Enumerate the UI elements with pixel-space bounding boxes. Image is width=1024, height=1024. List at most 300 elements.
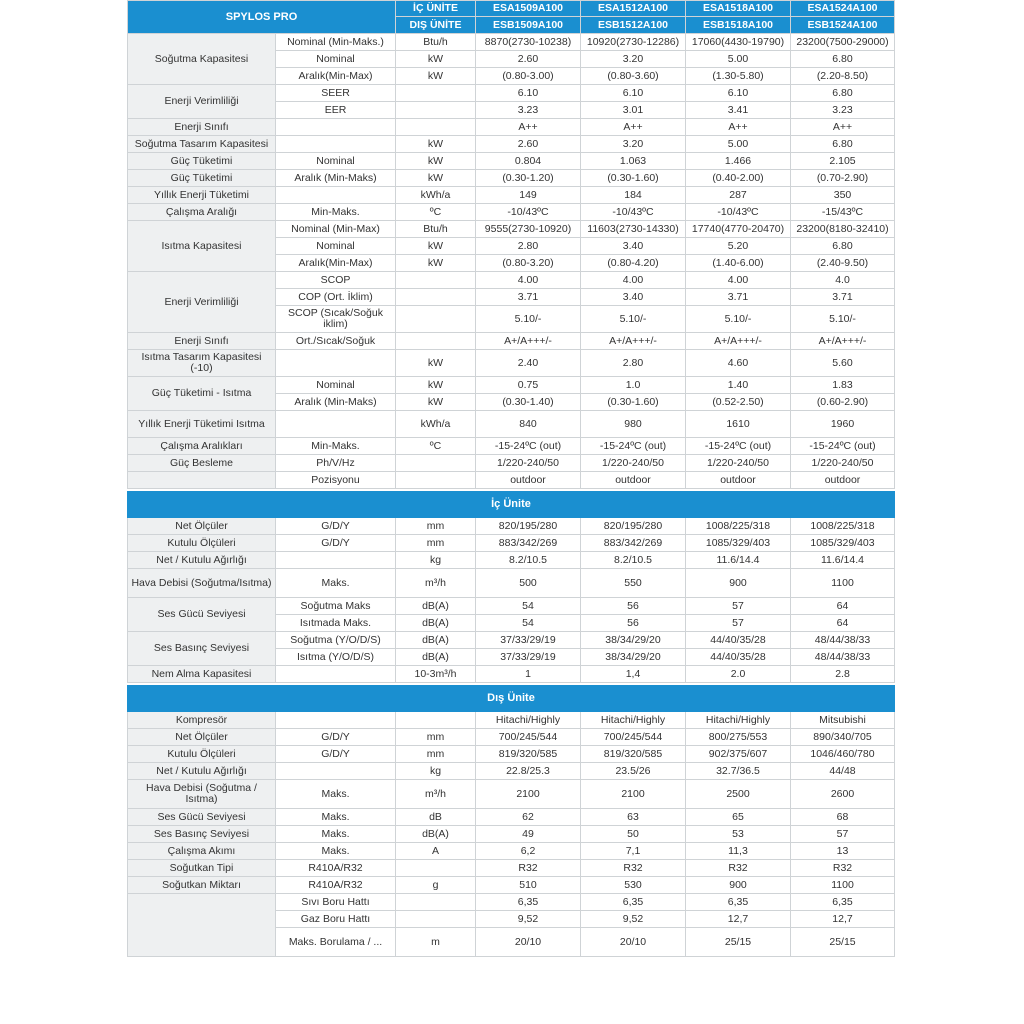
row-value: R32 [581, 860, 686, 877]
row-value: outdoor [791, 472, 895, 489]
row-value: -10/43ºC [581, 204, 686, 221]
row-value: 10920(2730-12286) [581, 34, 686, 51]
table-row [128, 136, 895, 153]
row-label [128, 894, 276, 957]
row-sublabel: Nominal [276, 51, 396, 68]
row-sublabel: SCOP [276, 272, 396, 289]
row-value: 12,7 [686, 911, 791, 928]
row-unit [396, 306, 476, 333]
row-value: (0.30-1.60) [581, 170, 686, 187]
row-value: (0.60-2.90) [791, 394, 895, 411]
row-value: 2.60 [476, 136, 581, 153]
row-unit: kW [396, 68, 476, 85]
row-value: 1/220-240/50 [476, 455, 581, 472]
row-value: 23.5/26 [581, 763, 686, 780]
ic-model-3: ESA1518A100 [686, 1, 791, 17]
row-label: Ses Gücü Seviyesi [128, 809, 276, 826]
row-value: 883/342/269 [476, 535, 581, 552]
row-value: 57 [791, 826, 895, 843]
row-value: 11.6/14.4 [791, 552, 895, 569]
row-unit: 10-3m³/h [396, 666, 476, 683]
row-value: 287 [686, 187, 791, 204]
row-unit: mm [396, 518, 476, 535]
dis-model-4: ESB1524A100 [791, 17, 895, 34]
row-value: 1.063 [581, 153, 686, 170]
row-value: 1.83 [791, 377, 895, 394]
row-value: R32 [476, 860, 581, 877]
table-row [128, 826, 895, 843]
row-unit: kW [396, 153, 476, 170]
table-row [128, 729, 895, 746]
row-value: 820/195/280 [581, 518, 686, 535]
table-row [128, 221, 895, 238]
row-unit: dB [396, 809, 476, 826]
row-label: Hava Debisi (Soğutma / Isıtma) [128, 780, 276, 809]
row-value: 11603(2730-14330) [581, 221, 686, 238]
row-sublabel: R410A/R32 [276, 877, 396, 894]
table-row [128, 877, 895, 894]
row-sublabel: SEER [276, 85, 396, 102]
row-value: 5.00 [686, 51, 791, 68]
row-value: 44/40/35/28 [686, 632, 791, 649]
row-value: 2.0 [686, 666, 791, 683]
row-value: 530 [581, 877, 686, 894]
row-value: A+/A+++/- [791, 333, 895, 350]
ic-model-1: ESA1509A100 [476, 1, 581, 17]
row-value: 1008/225/318 [791, 518, 895, 535]
table-row [128, 119, 895, 136]
row-value: 1.40 [686, 377, 791, 394]
row-label [128, 472, 276, 489]
row-value: 2500 [686, 780, 791, 809]
row-sublabel: Min-Maks. [276, 204, 396, 221]
row-value: 1046/460/780 [791, 746, 895, 763]
row-sublabel: G/D/Y [276, 535, 396, 552]
row-value: (0.80-3.00) [476, 68, 581, 85]
row-value: Hitachi/Highly [476, 712, 581, 729]
row-unit [396, 455, 476, 472]
row-value: 3.20 [581, 136, 686, 153]
spec-table [127, 0, 895, 957]
row-value: (0.80-4.20) [581, 255, 686, 272]
table-row [128, 455, 895, 472]
table-row [128, 333, 895, 350]
row-value: 8.2/10.5 [581, 552, 686, 569]
row-value: 23200(8180-32410) [791, 221, 895, 238]
row-sublabel [276, 350, 396, 377]
row-value: 6,2 [476, 843, 581, 860]
table-row [128, 860, 895, 877]
row-value: -15-24ºC (out) [686, 438, 791, 455]
row-value: 38/34/29/20 [581, 649, 686, 666]
row-value: 5.00 [686, 136, 791, 153]
row-value: 57 [686, 615, 791, 632]
row-value: 700/245/544 [476, 729, 581, 746]
row-sublabel: Nominal (Min-Max) [276, 221, 396, 238]
row-unit [396, 289, 476, 306]
row-value: (0.80-3.20) [476, 255, 581, 272]
row-unit [396, 119, 476, 136]
row-value: 2600 [791, 780, 895, 809]
row-sublabel: Maks. Borulama / ... [276, 928, 396, 957]
row-value: 149 [476, 187, 581, 204]
row-value: A+/A+++/- [686, 333, 791, 350]
row-value: 500 [476, 569, 581, 598]
row-value: 1100 [791, 569, 895, 598]
row-sublabel: Maks. [276, 826, 396, 843]
row-value: 49 [476, 826, 581, 843]
row-unit: ºC [396, 204, 476, 221]
row-value: 902/375/607 [686, 746, 791, 763]
row-value: 68 [791, 809, 895, 826]
row-unit: g [396, 877, 476, 894]
row-value: 6.80 [791, 136, 895, 153]
row-value: A+/A+++/- [476, 333, 581, 350]
row-value: 550 [581, 569, 686, 598]
row-value: 900 [686, 569, 791, 598]
row-sublabel: Maks. [276, 780, 396, 809]
dis-model-2: ESB1512A100 [581, 17, 686, 34]
row-sublabel: Aralık(Min-Max) [276, 255, 396, 272]
row-unit [396, 333, 476, 350]
row-sublabel: Maks. [276, 569, 396, 598]
row-sublabel: Soğutma Maks [276, 598, 396, 615]
row-value: 819/320/585 [581, 746, 686, 763]
table-row [128, 763, 895, 780]
row-unit: kg [396, 552, 476, 569]
row-sublabel: Soğutma (Y/O/D/S) [276, 632, 396, 649]
row-unit: dB(A) [396, 649, 476, 666]
row-label: Ses Gücü Seviyesi [128, 598, 276, 632]
table-row [128, 843, 895, 860]
row-value: (0.70-2.90) [791, 170, 895, 187]
row-label: Kutulu Ölçüleri [128, 535, 276, 552]
row-value: 3.40 [581, 238, 686, 255]
row-value: 22.8/25.3 [476, 763, 581, 780]
row-value: 1960 [791, 411, 895, 438]
table-row [128, 153, 895, 170]
row-value: 13 [791, 843, 895, 860]
row-value: 840 [476, 411, 581, 438]
row-label: Net Ölçüler [128, 518, 276, 535]
row-value: 2100 [581, 780, 686, 809]
row-value: 17740(4770-20470) [686, 221, 791, 238]
row-value: 1/220-240/50 [581, 455, 686, 472]
row-unit: dB(A) [396, 598, 476, 615]
row-value: 883/342/269 [581, 535, 686, 552]
table-row [128, 377, 895, 394]
row-value: 819/320/585 [476, 746, 581, 763]
row-sublabel [276, 763, 396, 780]
section-dis [128, 686, 895, 712]
table-row [128, 535, 895, 552]
row-unit: kW [396, 350, 476, 377]
row-value: 2.105 [791, 153, 895, 170]
row-value: A++ [791, 119, 895, 136]
row-value: -15/43ºC [791, 204, 895, 221]
row-unit: ºC [396, 438, 476, 455]
row-value: 5.60 [791, 350, 895, 377]
row-value: 62 [476, 809, 581, 826]
row-sublabel: Nominal [276, 153, 396, 170]
row-unit: Btu/h [396, 34, 476, 51]
row-value: 6,35 [476, 894, 581, 911]
row-sublabel: Ort./Sıcak/Soğuk [276, 333, 396, 350]
row-unit: m [396, 928, 476, 957]
row-value: 5.10/- [476, 306, 581, 333]
row-label: Enerji Verimliliği [128, 85, 276, 119]
row-value: outdoor [686, 472, 791, 489]
row-unit: m³/h [396, 569, 476, 598]
row-label: Net Ölçüler [128, 729, 276, 746]
row-label: Kompresör [128, 712, 276, 729]
row-value: 2.60 [476, 51, 581, 68]
row-value: 6.80 [791, 51, 895, 68]
row-unit [396, 860, 476, 877]
row-label: Kutulu Ölçüleri [128, 746, 276, 763]
row-label: Güç Tüketimi [128, 170, 276, 187]
row-value: 63 [581, 809, 686, 826]
row-value: 65 [686, 809, 791, 826]
row-value: (0.30-1.20) [476, 170, 581, 187]
dis-model-1: ESB1509A100 [476, 17, 581, 34]
row-unit: kWh/a [396, 411, 476, 438]
row-value: 1 [476, 666, 581, 683]
row-sublabel: G/D/Y [276, 729, 396, 746]
row-sublabel: Min-Maks. [276, 438, 396, 455]
dis-unit-label: DIŞ ÜNİTE [396, 17, 476, 34]
row-value: 6.10 [476, 85, 581, 102]
row-label: Güç Besleme [128, 455, 276, 472]
row-sublabel: COP (Ort. İklim) [276, 289, 396, 306]
row-unit: kW [396, 255, 476, 272]
table-row [128, 187, 895, 204]
row-value: -10/43ºC [476, 204, 581, 221]
dis-model-3: ESB1518A100 [686, 17, 791, 34]
row-value: 38/34/29/20 [581, 632, 686, 649]
row-sublabel: Nominal [276, 238, 396, 255]
row-sublabel: Gaz Boru Hattı [276, 911, 396, 928]
row-value: 900 [686, 877, 791, 894]
table-row [128, 552, 895, 569]
row-unit: mm [396, 535, 476, 552]
row-value: -10/43ºC [686, 204, 791, 221]
row-value: 4.00 [581, 272, 686, 289]
row-value: 4.00 [686, 272, 791, 289]
row-sublabel: G/D/Y [276, 518, 396, 535]
row-value: 44/48 [791, 763, 895, 780]
row-value: 56 [581, 598, 686, 615]
row-sublabel: Nominal [276, 377, 396, 394]
row-unit: kg [396, 763, 476, 780]
row-value: 48/44/38/33 [791, 649, 895, 666]
row-sublabel: EER [276, 102, 396, 119]
row-value: A++ [581, 119, 686, 136]
row-value: -15-24ºC (out) [791, 438, 895, 455]
row-unit: kW [396, 170, 476, 187]
row-value: 3.20 [581, 51, 686, 68]
table-row [128, 438, 895, 455]
row-value: 56 [581, 615, 686, 632]
row-unit: kW [396, 238, 476, 255]
section-ic [128, 492, 895, 518]
row-value: (0.30-1.60) [581, 394, 686, 411]
row-value: 57 [686, 598, 791, 615]
row-value: 1100 [791, 877, 895, 894]
table-row [128, 569, 895, 598]
table-row [128, 894, 895, 911]
row-value: 800/275/553 [686, 729, 791, 746]
row-value: 20/10 [476, 928, 581, 957]
row-value: 50 [581, 826, 686, 843]
ic-model-2: ESA1512A100 [581, 1, 686, 17]
row-value: 12,7 [791, 911, 895, 928]
row-value: 9,52 [581, 911, 686, 928]
row-value: (0.80-3.60) [581, 68, 686, 85]
row-label: Enerji Verimliliği [128, 272, 276, 333]
row-sublabel [276, 411, 396, 438]
row-value: (1.30-5.80) [686, 68, 791, 85]
row-unit [396, 272, 476, 289]
table-row [128, 350, 895, 377]
row-label: Net / Kutulu Ağırlığı [128, 552, 276, 569]
row-unit [396, 911, 476, 928]
row-sublabel: Isıtma (Y/O/D/S) [276, 649, 396, 666]
table-row [128, 809, 895, 826]
row-value: 1/220-240/50 [686, 455, 791, 472]
table-row [128, 170, 895, 187]
row-unit [396, 85, 476, 102]
row-value: 32.7/36.5 [686, 763, 791, 780]
row-value: 1008/225/318 [686, 518, 791, 535]
row-value: Mitsubishi [791, 712, 895, 729]
section-dis-title: Dış Ünite [128, 686, 895, 712]
row-value: (1.40-6.00) [686, 255, 791, 272]
row-unit: mm [396, 729, 476, 746]
row-sublabel: Isıtmada Maks. [276, 615, 396, 632]
row-value: 44/40/35/28 [686, 649, 791, 666]
row-value: A+/A+++/- [581, 333, 686, 350]
table-row [128, 272, 895, 289]
row-sublabel: Sıvı Boru Hattı [276, 894, 396, 911]
row-value: 4.0 [791, 272, 895, 289]
row-value: R32 [686, 860, 791, 877]
row-value: 17060(4430-19790) [686, 34, 791, 51]
table-row [128, 780, 895, 809]
row-value: 64 [791, 615, 895, 632]
row-value: -15-24ºC (out) [476, 438, 581, 455]
row-unit [396, 712, 476, 729]
row-sublabel: Aralık (Min-Maks) [276, 394, 396, 411]
row-label: Isıtma Tasarım Kapasitesi (-10) [128, 350, 276, 377]
row-unit: mm [396, 746, 476, 763]
row-value: R32 [791, 860, 895, 877]
row-value: 11,3 [686, 843, 791, 860]
table-row [128, 666, 895, 683]
row-value: 3.71 [476, 289, 581, 306]
row-value: 5.10/- [686, 306, 791, 333]
row-value: 6.80 [791, 238, 895, 255]
row-value: 184 [581, 187, 686, 204]
row-unit [396, 102, 476, 119]
row-value: 5.10/- [581, 306, 686, 333]
table-row [128, 85, 895, 102]
row-value: 0.75 [476, 377, 581, 394]
row-value: (2.20-8.50) [791, 68, 895, 85]
row-label: Güç Tüketimi - Isıtma [128, 377, 276, 411]
row-value: 8870(2730-10238) [476, 34, 581, 51]
row-label: Çalışma Aralıkları [128, 438, 276, 455]
row-value: 54 [476, 615, 581, 632]
row-value: 20/10 [581, 928, 686, 957]
table-row [128, 598, 895, 615]
row-value: 3.23 [791, 102, 895, 119]
row-value: 1.0 [581, 377, 686, 394]
row-sublabel: Pozisyonu [276, 472, 396, 489]
row-value: 9,52 [476, 911, 581, 928]
table-row [128, 204, 895, 221]
row-value: (0.40-2.00) [686, 170, 791, 187]
row-sublabel: Maks. [276, 843, 396, 860]
row-value: (0.30-1.40) [476, 394, 581, 411]
row-sublabel [276, 712, 396, 729]
row-value: 2.40 [476, 350, 581, 377]
row-value: 980 [581, 411, 686, 438]
table-row [128, 411, 895, 438]
row-label: Soğutkan Miktarı [128, 877, 276, 894]
row-label: Hava Debisi (Soğutma/Isıtma) [128, 569, 276, 598]
row-label: Enerji Sınıfı [128, 119, 276, 136]
row-label: Soğutma Tasarım Kapasitesi [128, 136, 276, 153]
row-sublabel [276, 119, 396, 136]
row-value: (0.52-2.50) [686, 394, 791, 411]
row-value: 3.01 [581, 102, 686, 119]
table-row [128, 746, 895, 763]
row-value: 7,1 [581, 843, 686, 860]
row-value: A++ [476, 119, 581, 136]
ic-model-4: ESA1524A100 [791, 1, 895, 17]
row-label: Isıtma Kapasitesi [128, 221, 276, 272]
row-sublabel [276, 552, 396, 569]
row-unit: kW [396, 136, 476, 153]
row-sublabel: Maks. [276, 809, 396, 826]
brand-title: SPYLOS PRO [128, 1, 396, 34]
row-sublabel: Ph/V/Hz [276, 455, 396, 472]
row-value: 23200(7500-29000) [791, 34, 895, 51]
ic-unit-label: İÇ ÜNİTE [396, 1, 476, 17]
row-value: 0.804 [476, 153, 581, 170]
row-value: 700/245/544 [581, 729, 686, 746]
row-value: A++ [686, 119, 791, 136]
row-value: 4.00 [476, 272, 581, 289]
row-value: 6.80 [791, 85, 895, 102]
row-value: 25/15 [791, 928, 895, 957]
row-value: 4.60 [686, 350, 791, 377]
row-unit [396, 894, 476, 911]
table-row [128, 712, 895, 729]
row-unit: m³/h [396, 780, 476, 809]
row-value: 3.41 [686, 102, 791, 119]
row-value: 48/44/38/33 [791, 632, 895, 649]
row-value: 1/220-240/50 [791, 455, 895, 472]
row-value: 53 [686, 826, 791, 843]
row-unit: dB(A) [396, 632, 476, 649]
row-sublabel [276, 666, 396, 683]
row-sublabel: G/D/Y [276, 746, 396, 763]
row-value: 8.2/10.5 [476, 552, 581, 569]
row-value: 1085/329/403 [791, 535, 895, 552]
row-label: Ses Basınç Seviyesi [128, 826, 276, 843]
